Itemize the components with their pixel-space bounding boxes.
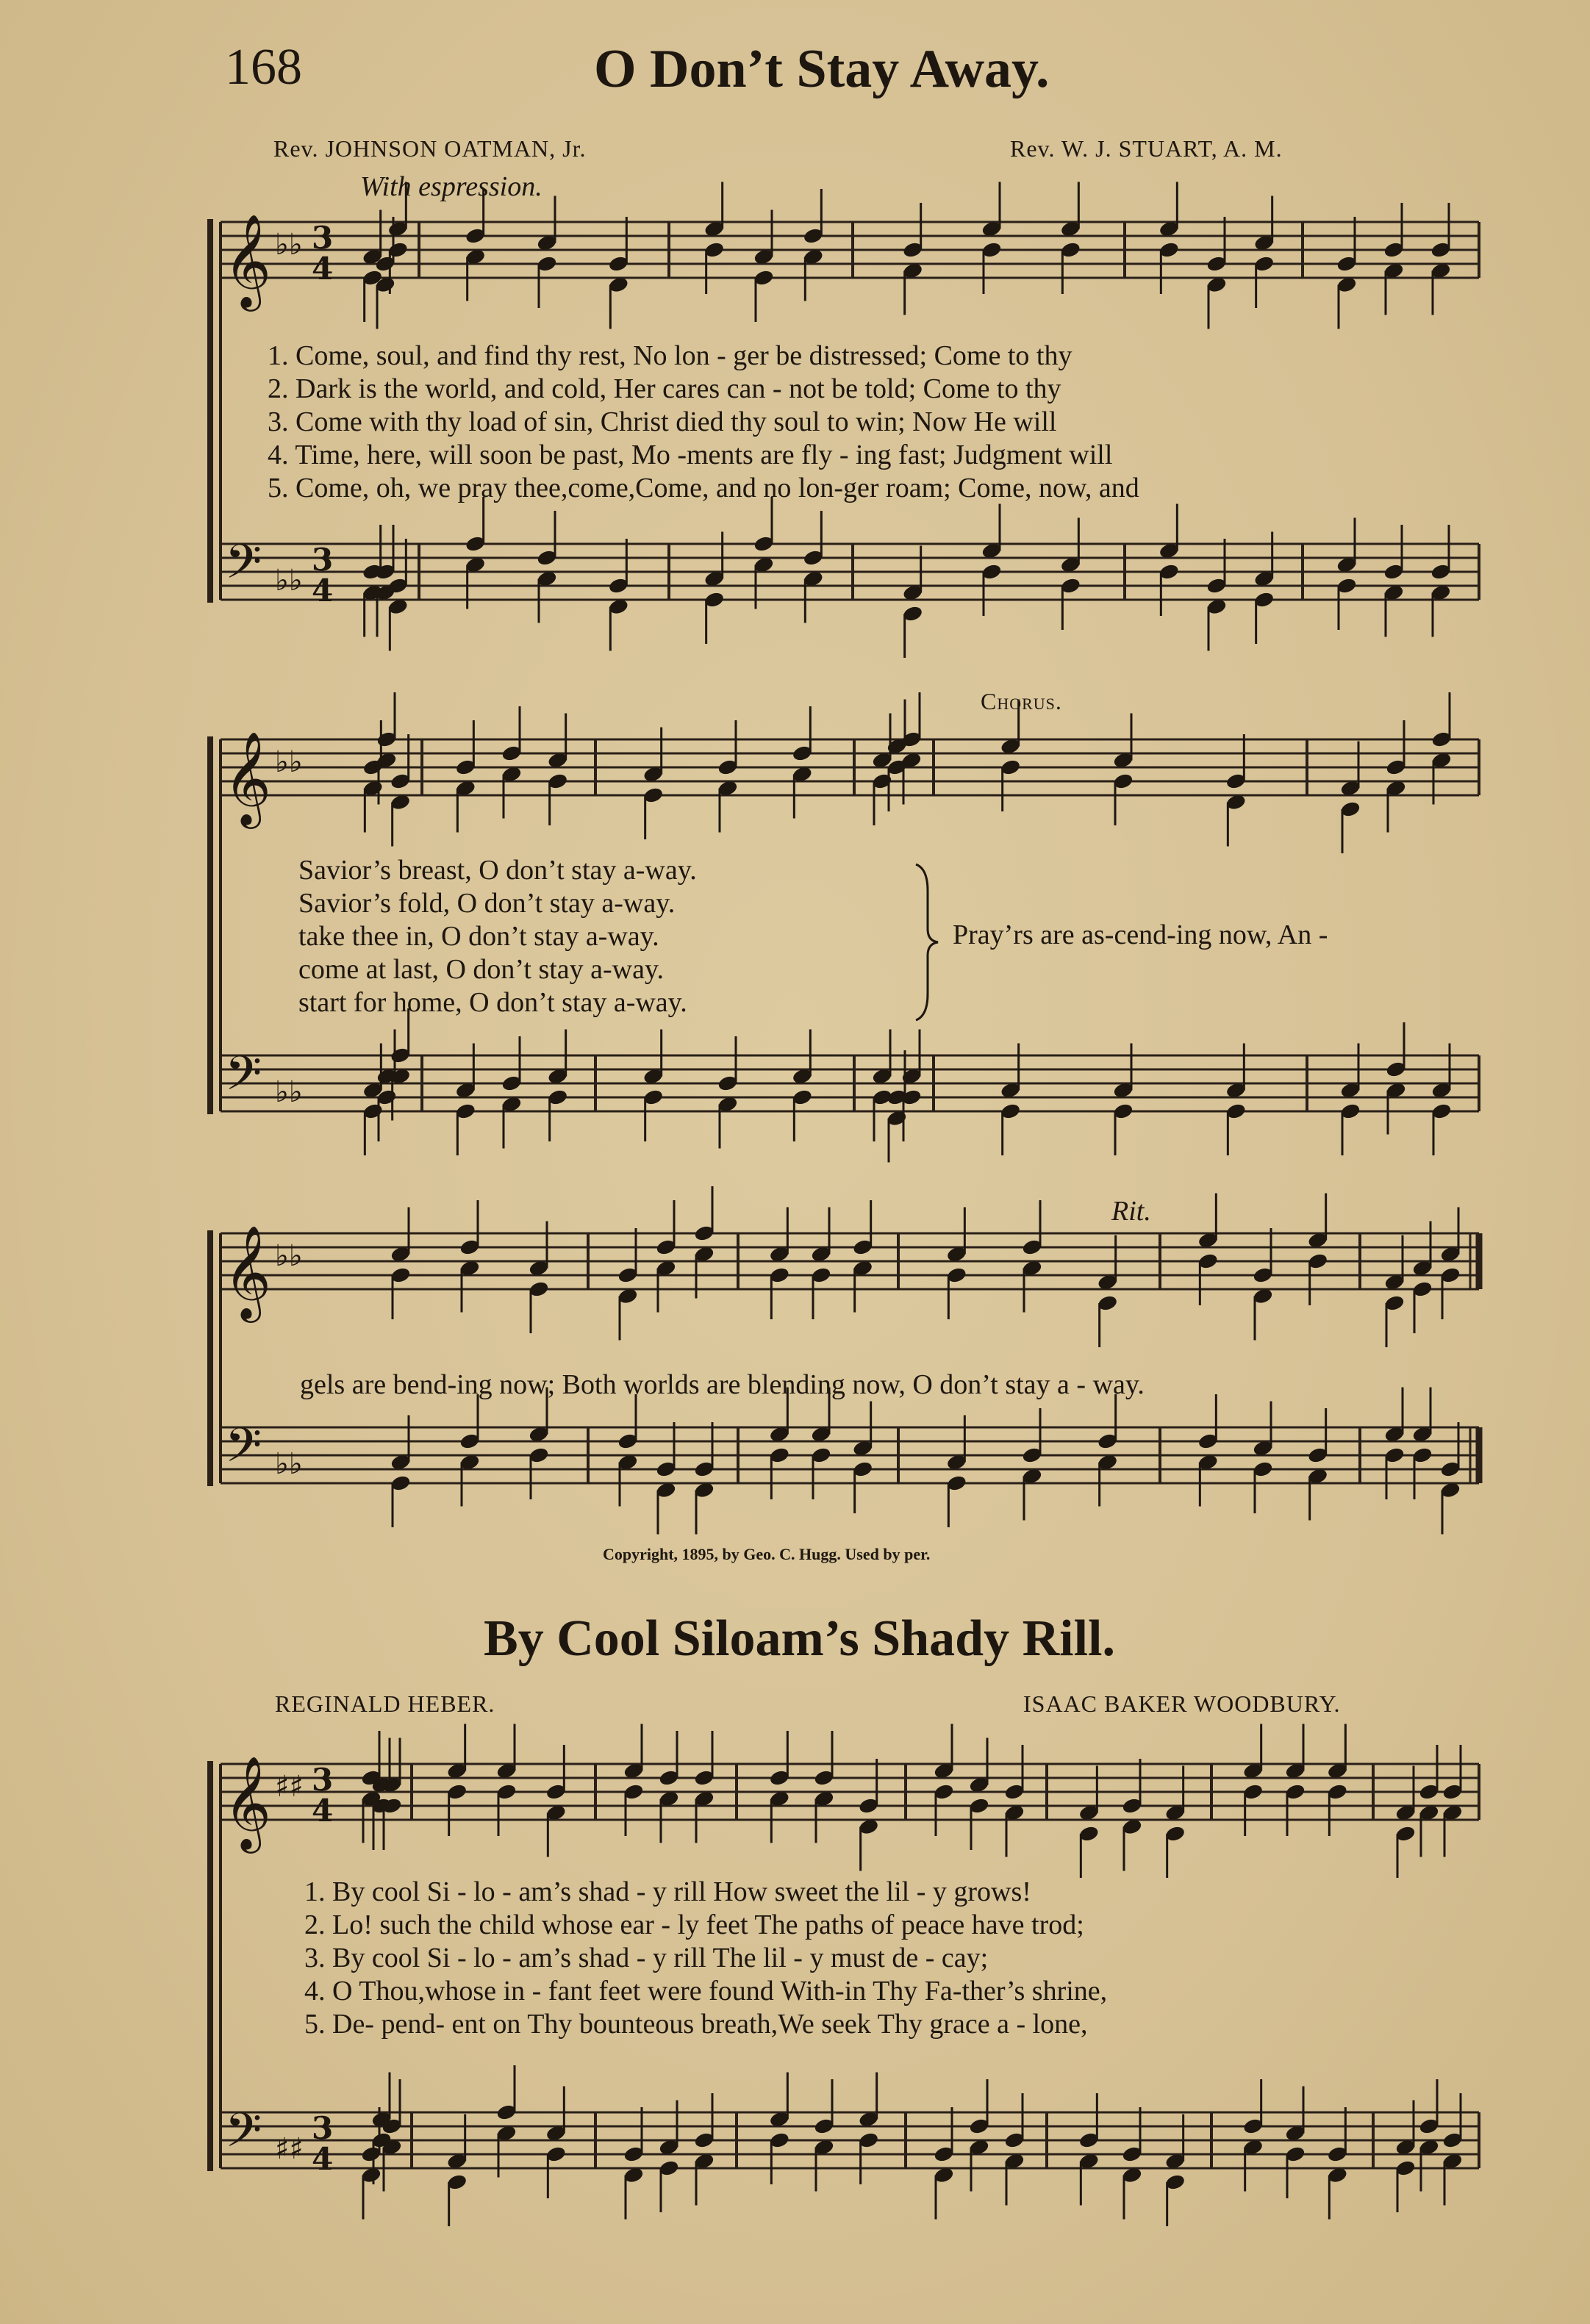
chorus-line-1: Pray’rs are as-cend-ing now, An -: [953, 919, 1328, 950]
chorus-label: Chorus.: [981, 688, 1062, 714]
verse-ending-line: start for home, O don’t stay a-way.: [298, 987, 687, 1018]
key-signature-icon: ♭♭: [275, 1075, 303, 1109]
chorus-line-2: gels are bend-ing now; Both worlds are blending now, O don’t stay a - way.: [300, 1369, 1145, 1400]
time-signature: 4: [312, 251, 334, 287]
time-signature: 3: [312, 220, 334, 256]
verse-line: 5. Come, oh, we pray thee,come,Come, and no lon-ger roam; Come, now, and: [268, 473, 1139, 503]
verse-line: 3. By cool Si - lo - am’s shad - y rill The lil - y must de - cay;: [304, 1943, 989, 1973]
verse-line: 1. By cool Si - lo - am’s shad - y rill How sweet the lil - y grows!: [304, 1876, 1031, 1907]
key-signature-icon: ♭♭: [275, 564, 303, 598]
key-signature-icon: ♭♭: [275, 228, 303, 262]
page-number: 168: [225, 39, 302, 96]
hymn1-lyricist: Rev. JOHNSON OATMAN, Jr.: [273, 135, 587, 162]
bass-clef-icon: 𝄢: [225, 1419, 262, 1485]
verse-ending-line: come at last, O don’t stay a-way.: [298, 954, 665, 985]
time-signature: 4: [312, 2141, 334, 2177]
time-signature: 4: [312, 1793, 334, 1829]
key-signature-icon: ♭♭: [275, 1447, 303, 1481]
verse-line: 4. O Thou,whose in - fant feet were found With-in Thy Fa-ther’s shrine,: [304, 1976, 1108, 2006]
verse-ending-line: take thee in, O don’t stay a-way.: [298, 921, 659, 952]
verse-endings: [298, 854, 697, 1019]
copyright-notice: Copyright, 1895, by Geo. C. Hugg. Used by per.: [603, 1545, 931, 1563]
verse-line: 5. De- pend- ent on Thy bounteous breath,We seek Thy grace a - lone,: [304, 2009, 1088, 2040]
verse-line: 2. Dark is the world, and cold, Her cares can - not be told; Come to thy: [268, 373, 1061, 404]
key-signature-icon: ♭♭: [275, 1239, 303, 1273]
key-signature-icon: ♯♯: [275, 1770, 304, 1804]
treble-clef-icon: 𝄞: [223, 1224, 272, 1319]
bass-clef-icon: 𝄢: [225, 535, 262, 601]
verse-line: 2. Lo! such the child whose ear - ly feet The paths of peace have trod;: [304, 1909, 1084, 1940]
key-signature-icon: ♭♭: [275, 745, 303, 779]
hymn2-verses: [304, 1876, 1107, 2041]
verse-line: 3. Come with thy load of sin, Christ died thy soul to win; Now He will: [268, 406, 1057, 437]
bass-clef-icon: 𝄢: [225, 2104, 262, 2170]
hymn1-composer: Rev. W. J. STUART, A. M.: [1010, 135, 1283, 162]
time-signature: 3: [312, 1762, 334, 1798]
verse-ending-line: Savior’s fold, O don’t stay a-way.: [298, 888, 676, 919]
verse-ending-line: Savior’s breast, O don’t stay a-way.: [298, 855, 697, 886]
hymn2-title: By Cool Siloam’s Shady Rill.: [484, 1610, 1115, 1667]
verse-line: 4. Time, here, will soon be past, Mo -ments are fly - ing fast; Judgment will: [268, 440, 1113, 470]
hymn1-title: O Don’t Stay Away.: [594, 39, 1050, 99]
treble-clef-icon: 𝄞: [223, 731, 272, 825]
verse-brace: [912, 861, 941, 1023]
hymn2-composer: ISAAC BAKER WOODBURY.: [1023, 1690, 1341, 1717]
time-signature: 4: [312, 573, 334, 609]
hymn1-verses: [268, 340, 1139, 505]
rit-marking: Rit.: [1111, 1196, 1151, 1227]
time-signature: 3: [312, 542, 334, 578]
bass-clef-icon: 𝄢: [225, 1047, 262, 1113]
tempo-marking: With espression.: [360, 171, 542, 202]
verse-line: 1. Come, soul, and find thy rest, No lon - ger be distressed; Come to thy: [268, 340, 1072, 371]
hymn2-lyricist: REGINALD HEBER.: [275, 1690, 495, 1717]
treble-clef-icon: 𝄞: [223, 1755, 272, 1849]
time-signature: 3: [312, 2110, 334, 2146]
treble-clef-icon: 𝄞: [223, 213, 272, 307]
key-signature-icon: ♯♯: [275, 2132, 304, 2166]
